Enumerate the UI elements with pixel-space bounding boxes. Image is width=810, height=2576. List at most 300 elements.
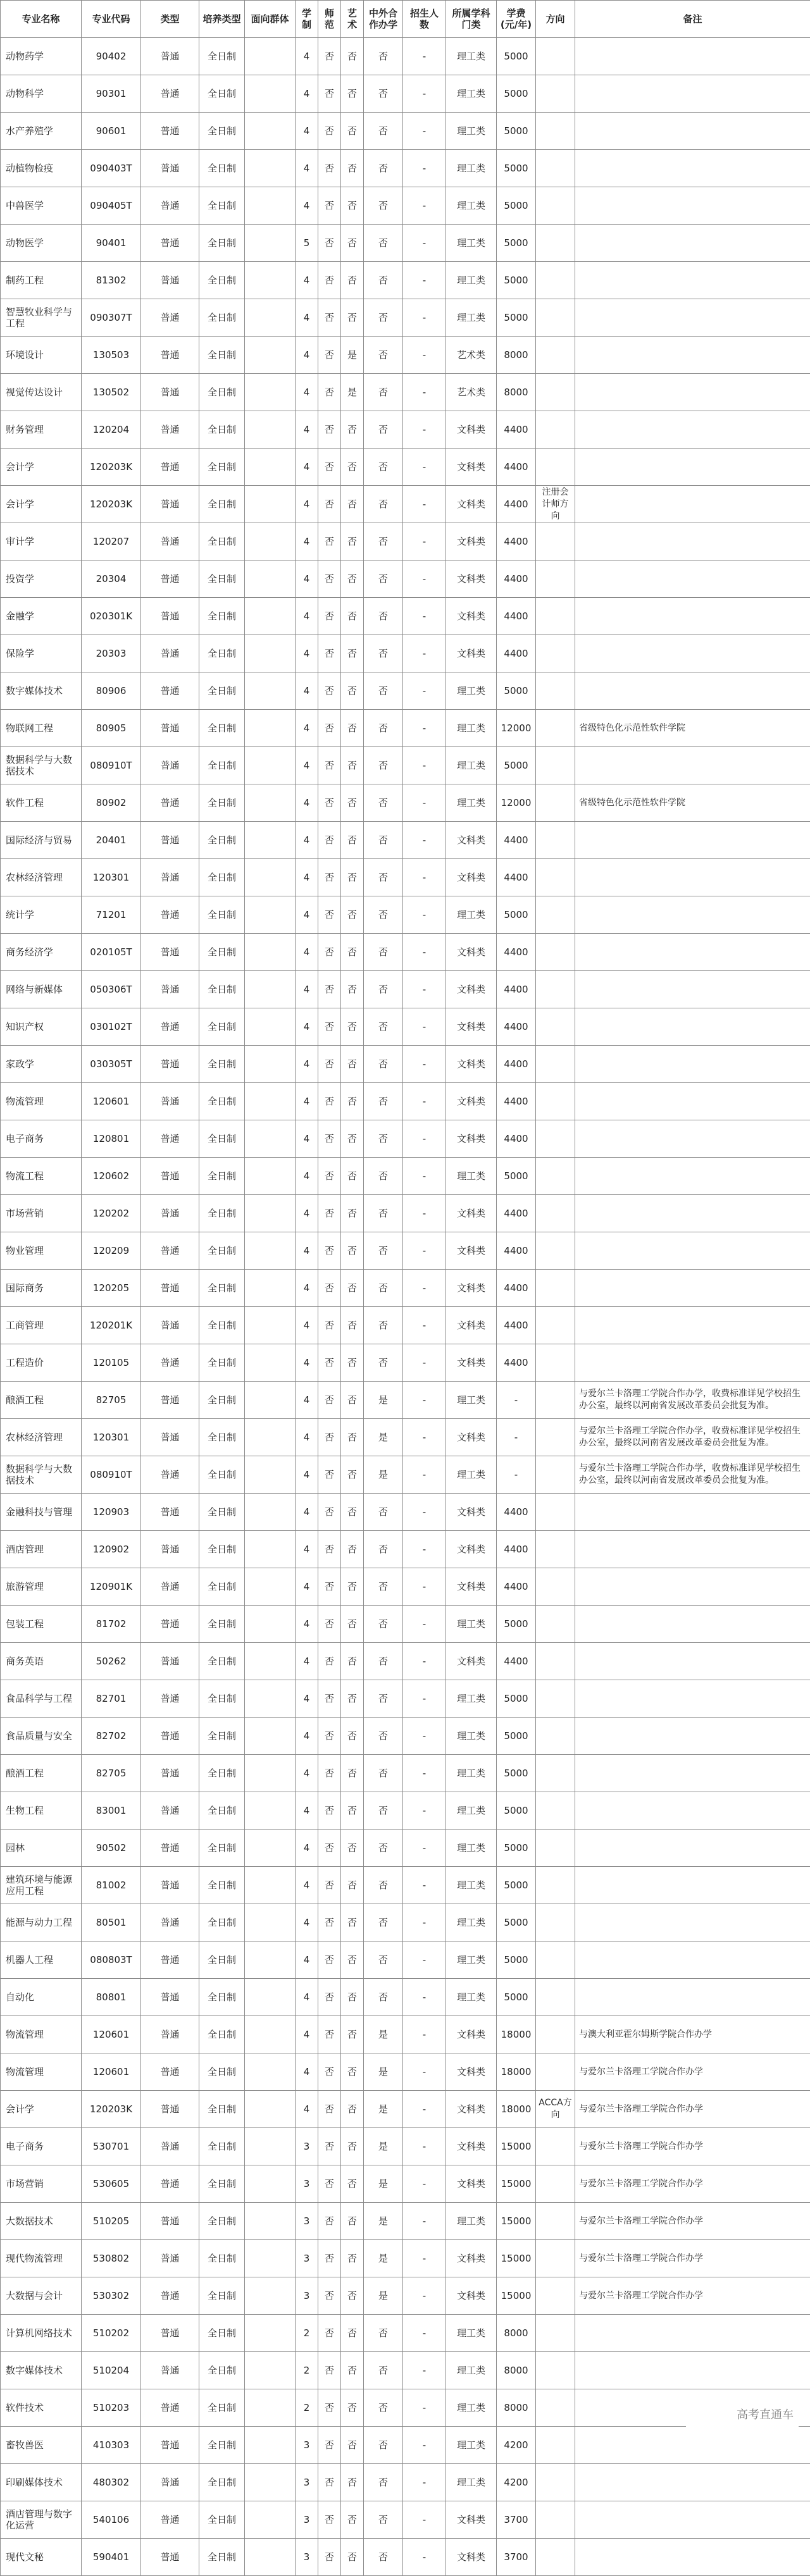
remarks <box>575 449 810 486</box>
sino-foreign: 否 <box>364 859 403 896</box>
enrollment-count: - <box>403 635 446 672</box>
duration: 3 <box>296 2240 318 2277</box>
duration: 3 <box>296 2165 318 2203</box>
remarks <box>575 1270 810 1307</box>
art: 否 <box>341 2203 364 2240</box>
major-code: 82701 <box>82 1680 141 1718</box>
remarks <box>575 75 810 113</box>
sino-foreign: 否 <box>364 2539 403 2576</box>
normal-school: 否 <box>318 710 341 747</box>
art: 否 <box>341 1979 364 2016</box>
sino-foreign: 否 <box>364 710 403 747</box>
training-type: 全日制 <box>199 2464 245 2501</box>
major-code: 90401 <box>82 225 141 262</box>
sino-foreign: 否 <box>364 1718 403 1755</box>
tuition: 5000 <box>497 896 536 934</box>
sino-foreign: 否 <box>364 1830 403 1867</box>
major-code: 530701 <box>82 2128 141 2165</box>
type: 普通 <box>141 225 199 262</box>
tuition: 5000 <box>497 113 536 150</box>
target-group <box>245 1456 296 1494</box>
type: 普通 <box>141 672 199 710</box>
major-name: 视觉传达设计 <box>1 374 82 411</box>
training-type: 全日制 <box>199 1382 245 1419</box>
remarks <box>575 1979 810 2016</box>
table-row <box>1 187 810 225</box>
sino-foreign: 否 <box>364 113 403 150</box>
tuition: 4400 <box>497 1008 536 1046</box>
enrollment-count: - <box>403 1419 446 1456</box>
duration: 4 <box>296 486 318 523</box>
direction <box>536 150 575 187</box>
direction <box>536 1008 575 1046</box>
sino-foreign: 否 <box>364 1120 403 1158</box>
tuition: 5000 <box>497 1979 536 2016</box>
type: 普通 <box>141 2539 199 2576</box>
remarks <box>575 1046 810 1083</box>
duration: 4 <box>296 859 318 896</box>
art: 否 <box>341 1830 364 1867</box>
major-code: 510203 <box>82 2389 141 2427</box>
art: 否 <box>341 1494 364 1531</box>
sino-foreign: 否 <box>364 411 403 449</box>
enrollment-count: - <box>403 971 446 1008</box>
normal-school: 否 <box>318 299 341 337</box>
discipline: 理工类 <box>446 2464 497 2501</box>
remarks: 与澳大利亚霍尔姆斯学院合作办学 <box>575 2016 810 2053</box>
header-art: 艺术 <box>341 1 364 38</box>
normal-school: 否 <box>318 150 341 187</box>
major-code: 120203K <box>82 449 141 486</box>
art: 否 <box>341 747 364 784</box>
table-row <box>1 635 810 672</box>
sino-foreign: 否 <box>364 747 403 784</box>
major-code: 120207 <box>82 523 141 560</box>
discipline: 理工类 <box>446 2315 497 2352</box>
enrollment-count: - <box>403 1382 446 1419</box>
major-name: 会计学 <box>1 2091 82 2128</box>
tuition: 8000 <box>497 374 536 411</box>
table-row <box>1 859 810 896</box>
table-row <box>1 2091 810 2128</box>
sino-foreign: 否 <box>364 449 403 486</box>
major-code: 20401 <box>82 822 141 859</box>
remarks: 与爱尔兰卡洛理工学院合作办学 <box>575 2128 810 2165</box>
type: 普通 <box>141 411 199 449</box>
art: 否 <box>341 1419 364 1456</box>
discipline: 理工类 <box>446 113 497 150</box>
art: 否 <box>341 449 364 486</box>
tuition: 4400 <box>497 449 536 486</box>
type: 普通 <box>141 1008 199 1046</box>
art: 否 <box>341 1083 364 1120</box>
major-code: 020105T <box>82 934 141 971</box>
enrollment-count: - <box>403 1643 446 1680</box>
target-group <box>245 75 296 113</box>
normal-school: 否 <box>318 1979 341 2016</box>
major-code: 120301 <box>82 859 141 896</box>
tuition: 15000 <box>497 2240 536 2277</box>
type: 普通 <box>141 896 199 934</box>
discipline: 理工类 <box>446 299 497 337</box>
type: 普通 <box>141 2016 199 2053</box>
type: 普通 <box>141 1158 199 1195</box>
direction <box>536 934 575 971</box>
sino-foreign: 否 <box>364 337 403 374</box>
sino-foreign: 否 <box>364 1979 403 2016</box>
training-type: 全日制 <box>199 2053 245 2091</box>
remarks: 省级特色化示范性软件学院 <box>575 710 810 747</box>
sino-foreign: 否 <box>364 75 403 113</box>
table-row <box>1 2539 810 2576</box>
art: 否 <box>341 2165 364 2203</box>
discipline: 理工类 <box>446 1755 497 1792</box>
direction <box>536 2501 575 2539</box>
major-name: 酿酒工程 <box>1 1755 82 1792</box>
table-row <box>1 1718 810 1755</box>
target-group <box>245 1232 296 1270</box>
training-type: 全日制 <box>199 1979 245 2016</box>
remarks <box>575 1941 810 1979</box>
discipline: 文科类 <box>446 1270 497 1307</box>
art: 否 <box>341 38 364 75</box>
art: 否 <box>341 2539 364 2576</box>
major-code: 530802 <box>82 2240 141 2277</box>
target-group <box>245 2128 296 2165</box>
discipline: 文科类 <box>446 1232 497 1270</box>
art: 是 <box>341 374 364 411</box>
discipline: 文科类 <box>446 411 497 449</box>
enrollment-count: - <box>403 2352 446 2389</box>
duration: 4 <box>296 299 318 337</box>
normal-school: 否 <box>318 2427 341 2464</box>
table-row <box>1 1830 810 1867</box>
table-row <box>1 1792 810 1830</box>
direction <box>536 113 575 150</box>
normal-school: 否 <box>318 2389 341 2427</box>
training-type: 全日制 <box>199 1494 245 1531</box>
sino-foreign: 否 <box>364 2315 403 2352</box>
art: 否 <box>341 2128 364 2165</box>
enrollment-count: - <box>403 1046 446 1083</box>
type: 普通 <box>141 710 199 747</box>
sino-foreign: 否 <box>364 635 403 672</box>
enrollment-count: - <box>403 2315 446 2352</box>
sino-foreign: 否 <box>364 934 403 971</box>
table-row <box>1 75 810 113</box>
sino-foreign: 否 <box>364 38 403 75</box>
direction <box>536 2016 575 2053</box>
tuition: 4400 <box>497 635 536 672</box>
direction <box>536 2053 575 2091</box>
normal-school: 否 <box>318 1008 341 1046</box>
major-name: 物流管理 <box>1 1083 82 1120</box>
normal-school: 否 <box>318 1195 341 1232</box>
major-code: 120601 <box>82 1083 141 1120</box>
target-group <box>245 710 296 747</box>
direction <box>536 896 575 934</box>
art: 否 <box>341 560 364 598</box>
remarks <box>575 1606 810 1643</box>
discipline: 理工类 <box>446 1158 497 1195</box>
duration: 4 <box>296 747 318 784</box>
remarks <box>575 1158 810 1195</box>
art: 否 <box>341 784 364 822</box>
type: 普通 <box>141 2427 199 2464</box>
major-name: 软件技术 <box>1 2389 82 2427</box>
normal-school: 否 <box>318 1568 341 1606</box>
enrollment-count: - <box>403 486 446 523</box>
sino-foreign: 否 <box>364 1755 403 1792</box>
major-name: 工商管理 <box>1 1307 82 1344</box>
training-type: 全日制 <box>199 2352 245 2389</box>
tuition: 5000 <box>497 1904 536 1941</box>
header-tuition: 学费(元/年) <box>497 1 536 38</box>
table-row <box>1 1307 810 1344</box>
table-row <box>1 896 810 934</box>
duration: 4 <box>296 1830 318 1867</box>
major-name: 电子商务 <box>1 1120 82 1158</box>
duration: 4 <box>296 374 318 411</box>
major-name: 会计学 <box>1 449 82 486</box>
major-code: 90601 <box>82 113 141 150</box>
art: 否 <box>341 1046 364 1083</box>
major-name: 知识产权 <box>1 1008 82 1046</box>
remarks: 与爱尔兰卡洛理工学院合作办学 <box>575 2240 810 2277</box>
enrollment-count: - <box>403 672 446 710</box>
sino-foreign: 否 <box>364 299 403 337</box>
training-type: 全日制 <box>199 1792 245 1830</box>
normal-school: 否 <box>318 1830 341 1867</box>
remarks <box>575 150 810 187</box>
enrollment-count: - <box>403 710 446 747</box>
sino-foreign: 否 <box>364 150 403 187</box>
header-remarks: 备注 <box>575 1 810 38</box>
major-code: 20304 <box>82 560 141 598</box>
training-type: 全日制 <box>199 1904 245 1941</box>
remarks <box>575 486 810 523</box>
direction <box>536 523 575 560</box>
training-type: 全日制 <box>199 2203 245 2240</box>
major-code: 120601 <box>82 2053 141 2091</box>
art: 否 <box>341 1008 364 1046</box>
art: 否 <box>341 1232 364 1270</box>
sino-foreign: 否 <box>364 1046 403 1083</box>
target-group <box>245 1830 296 1867</box>
enrollment-count: - <box>403 1195 446 1232</box>
normal-school: 否 <box>318 1606 341 1643</box>
table-row <box>1 2464 810 2501</box>
target-group <box>245 1680 296 1718</box>
table-row <box>1 523 810 560</box>
table-row <box>1 1568 810 1606</box>
sino-foreign: 是 <box>364 2091 403 2128</box>
enrollment-count: - <box>403 2389 446 2427</box>
target-group <box>245 822 296 859</box>
tuition: 4400 <box>497 411 536 449</box>
type: 普通 <box>141 635 199 672</box>
normal-school: 否 <box>318 1270 341 1307</box>
sino-foreign: 否 <box>364 1232 403 1270</box>
type: 普通 <box>141 1419 199 1456</box>
type: 普通 <box>141 1382 199 1419</box>
tuition: 5000 <box>497 1680 536 1718</box>
tuition: 15000 <box>497 2277 536 2315</box>
duration: 3 <box>296 2464 318 2501</box>
tuition: 18000 <box>497 2016 536 2053</box>
normal-school: 否 <box>318 2277 341 2315</box>
table-row <box>1 1456 810 1494</box>
table-row <box>1 262 810 299</box>
major-code: 030305T <box>82 1046 141 1083</box>
major-name: 物流管理 <box>1 2016 82 2053</box>
sino-foreign: 是 <box>364 2053 403 2091</box>
major-name: 数据科学与大数据技术 <box>1 1456 82 1494</box>
type: 普通 <box>141 1606 199 1643</box>
table-row <box>1 2165 810 2203</box>
duration: 4 <box>296 262 318 299</box>
target-group <box>245 1419 296 1456</box>
major-code: 82705 <box>82 1755 141 1792</box>
enrollment-count: - <box>403 896 446 934</box>
tuition: 4400 <box>497 523 536 560</box>
training-type: 全日制 <box>199 1307 245 1344</box>
tuition: 5000 <box>497 747 536 784</box>
enrollment-count: - <box>403 374 446 411</box>
discipline: 理工类 <box>446 2203 497 2240</box>
major-code: 120203K <box>82 2091 141 2128</box>
art: 否 <box>341 672 364 710</box>
type: 普通 <box>141 2352 199 2389</box>
training-type: 全日制 <box>199 1830 245 1867</box>
type: 普通 <box>141 2315 199 2352</box>
duration: 4 <box>296 1792 318 1830</box>
normal-school: 否 <box>318 672 341 710</box>
normal-school: 否 <box>318 2539 341 2576</box>
target-group <box>245 1643 296 1680</box>
major-name: 制药工程 <box>1 262 82 299</box>
major-name: 酒店管理与数字化运营 <box>1 2501 82 2539</box>
direction <box>536 2352 575 2389</box>
type: 普通 <box>141 1232 199 1270</box>
enrollment-count: - <box>403 113 446 150</box>
art: 否 <box>341 896 364 934</box>
art: 否 <box>341 1643 364 1680</box>
discipline: 理工类 <box>446 2427 497 2464</box>
art: 否 <box>341 1531 364 1568</box>
enrollment-count: - <box>403 1008 446 1046</box>
type: 普通 <box>141 262 199 299</box>
normal-school: 否 <box>318 113 341 150</box>
duration: 3 <box>296 2128 318 2165</box>
tuition: 4400 <box>497 971 536 1008</box>
tuition: 5000 <box>497 262 536 299</box>
type: 普通 <box>141 1344 199 1382</box>
tuition: 5000 <box>497 299 536 337</box>
major-code: 120801 <box>82 1120 141 1158</box>
tuition: 4400 <box>497 859 536 896</box>
normal-school: 否 <box>318 2464 341 2501</box>
header-major-code: 专业代码 <box>82 1 141 38</box>
normal-school: 否 <box>318 449 341 486</box>
sino-foreign: 否 <box>364 1941 403 1979</box>
normal-school: 否 <box>318 859 341 896</box>
major-name: 家政学 <box>1 1046 82 1083</box>
training-type: 全日制 <box>199 672 245 710</box>
table-row <box>1 1494 810 1531</box>
enrollment-count: - <box>403 2240 446 2277</box>
duration: 4 <box>296 1270 318 1307</box>
remarks <box>575 598 810 635</box>
tuition: 5000 <box>497 1755 536 1792</box>
training-type: 全日制 <box>199 2165 245 2203</box>
enrollment-count: - <box>403 150 446 187</box>
table-row <box>1 784 810 822</box>
enrollment-count: - <box>403 2464 446 2501</box>
major-name: 金融科技与管理 <box>1 1494 82 1531</box>
duration: 4 <box>296 2091 318 2128</box>
major-code: 82705 <box>82 1382 141 1419</box>
type: 普通 <box>141 374 199 411</box>
discipline: 文科类 <box>446 1083 497 1120</box>
remarks: 省级特色化示范性软件学院 <box>575 784 810 822</box>
tuition: 15000 <box>497 2165 536 2203</box>
discipline: 文科类 <box>446 1046 497 1083</box>
direction <box>536 710 575 747</box>
type: 普通 <box>141 971 199 1008</box>
duration: 2 <box>296 2352 318 2389</box>
type: 普通 <box>141 2053 199 2091</box>
normal-school: 否 <box>318 337 341 374</box>
normal-school: 否 <box>318 2240 341 2277</box>
normal-school: 否 <box>318 2165 341 2203</box>
art: 否 <box>341 2315 364 2352</box>
major-name: 数据科学与大数据技术 <box>1 747 82 784</box>
training-type: 全日制 <box>199 1270 245 1307</box>
major-name: 印刷媒体技术 <box>1 2464 82 2501</box>
target-group <box>245 1904 296 1941</box>
duration: 4 <box>296 1867 318 1904</box>
direction <box>536 971 575 1008</box>
major-name: 物联网工程 <box>1 710 82 747</box>
direction <box>536 1867 575 1904</box>
major-name: 食品质量与安全 <box>1 1718 82 1755</box>
major-code: 080910T <box>82 747 141 784</box>
training-type: 全日制 <box>199 1718 245 1755</box>
target-group <box>245 1531 296 1568</box>
major-code: 120301 <box>82 1419 141 1456</box>
direction <box>536 1755 575 1792</box>
training-type: 全日制 <box>199 75 245 113</box>
discipline: 艺术类 <box>446 337 497 374</box>
major-name: 市场营销 <box>1 1195 82 1232</box>
type: 普通 <box>141 187 199 225</box>
major-name: 酒店管理 <box>1 1531 82 1568</box>
direction <box>536 1904 575 1941</box>
enrollment-count: - <box>403 598 446 635</box>
major-code: 80905 <box>82 710 141 747</box>
discipline: 理工类 <box>446 1867 497 1904</box>
major-code: 83001 <box>82 1792 141 1830</box>
duration: 4 <box>296 1979 318 2016</box>
type: 普通 <box>141 1643 199 1680</box>
enrollment-count: - <box>403 1531 446 1568</box>
major-name: 包装工程 <box>1 1606 82 1643</box>
sino-foreign: 否 <box>364 1270 403 1307</box>
remarks <box>575 859 810 896</box>
major-name: 物业管理 <box>1 1232 82 1270</box>
tuition: 4400 <box>497 1531 536 1568</box>
